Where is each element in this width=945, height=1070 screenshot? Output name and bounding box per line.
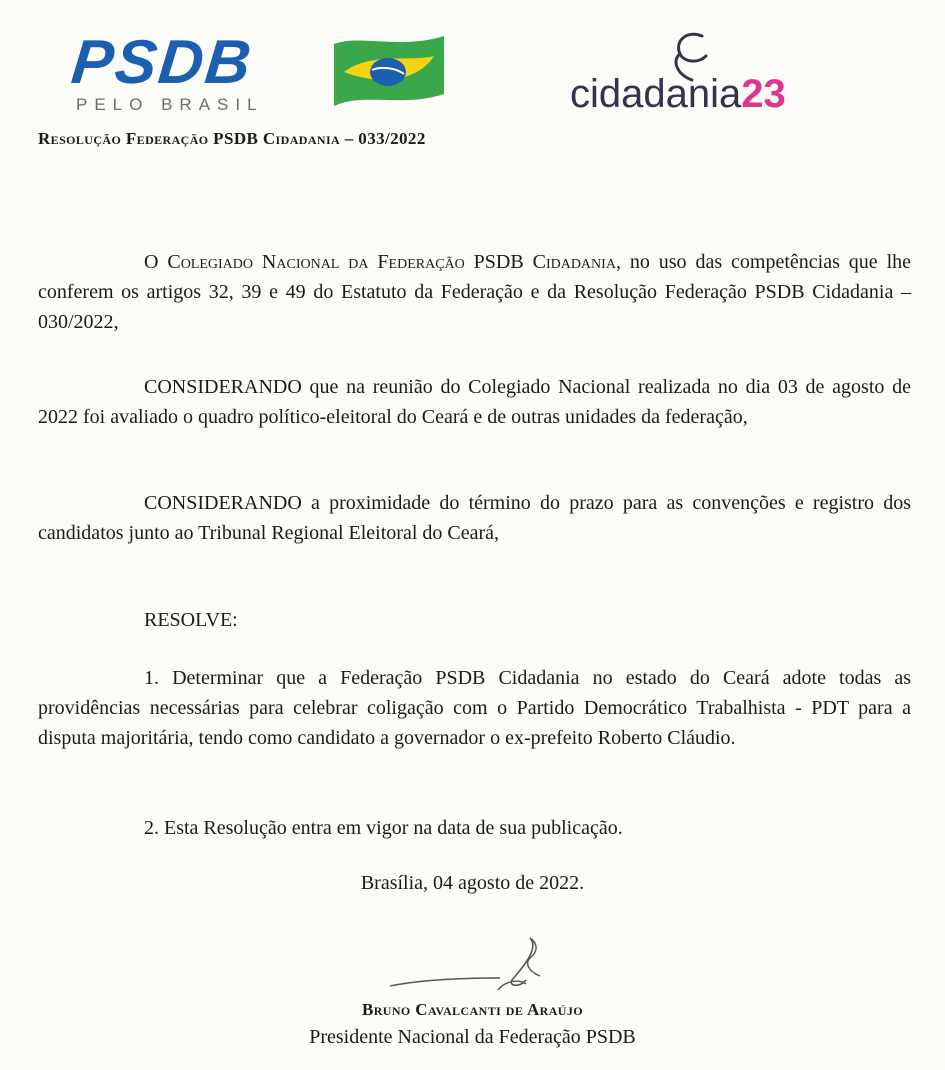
item-2-text: 2. Esta Resolução entra em vigor na data de sua publicação.: [144, 817, 623, 839]
considerando-paragraph-2: [38, 488, 911, 548]
item-1-paragraph: [38, 663, 911, 753]
signer-role: Presidente Nacional da Federação PSDB: [309, 1026, 636, 1048]
cidadania-logo: [570, 26, 870, 116]
considerando-paragraph-1: [38, 372, 911, 432]
psdb-logo: [68, 28, 452, 114]
cidadania-word: cidadania: [570, 72, 742, 116]
document-date: Brasília, 04 agosto de 2022.: [360, 872, 585, 894]
item-1-text: 1. Determinar que a Federação PSDB Cidadania no estado do Ceará adote todas as providências necessárias para celebrar coligação com o Partido Democrático Trabalhista - PDT para a disputa majoritária, tendo como candidato a governador o ex-prefeito Roberto Cláudio.: [38, 667, 911, 749]
signer-name: Bruno Cavalcanti de Araújo: [361, 1000, 584, 1019]
resolution-title: Resolução Federação PSDB Cidadania – 033/2022: [38, 129, 426, 148]
psdb-wordmark: PSDB: [68, 28, 256, 97]
preamble-rest: , no uso das competências que lhe conferem os artigos 32, 39 e 49 do Estatuto da Federação e da Resolução Federação PSDB Cidadania – 030/2022,: [38, 251, 911, 333]
resolve-heading: [38, 605, 911, 635]
considerando-2-text: CONSIDERANDO a proximidade do término do prazo para as convenções e registro dos candidatos junto ao Tribunal Regional Eleitoral do Ceará,: [38, 492, 911, 544]
item-2-paragraph: [38, 813, 911, 843]
handwritten-signature: [380, 928, 590, 1008]
preamble-paragraph: [38, 247, 911, 337]
considerando-1-text: CONSIDERANDO que na reunião do Colegiado Nacional realizada no dia 03 de agosto de 2022 foi avaliado o quadro político-eleitoral do Ceará e de outras unidades da federação,: [38, 376, 911, 428]
resolve-text: RESOLVE:: [144, 609, 238, 631]
cidadania-number: 23: [741, 72, 786, 116]
cidadania-wordmark: [570, 72, 786, 116]
brazil-flag-icon: [330, 32, 448, 112]
psdb-tagline: PELO BRASIL: [76, 95, 264, 114]
preamble-subject: O Colegiado Nacional da Federação PSDB Cidadania: [144, 251, 616, 273]
